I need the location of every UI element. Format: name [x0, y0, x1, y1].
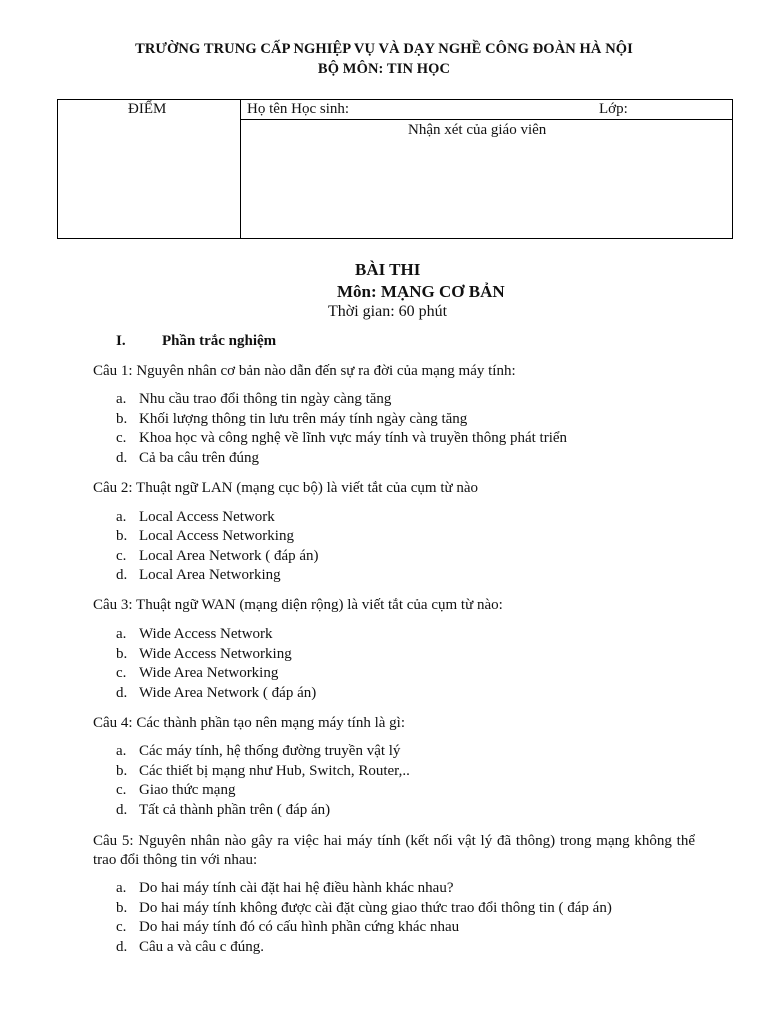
answer-3c — [116, 665, 278, 682]
answer-text: Wide Area Networking — [139, 665, 279, 681]
answer-text: Local Access Network — [139, 509, 275, 525]
answer-5b — [116, 900, 612, 917]
answer-1d — [116, 450, 259, 467]
answer-letter: b. — [116, 763, 128, 779]
answer-text: Local Area Network ( đáp án) — [139, 548, 319, 564]
answer-1c — [116, 430, 567, 447]
answer-4a — [116, 743, 400, 760]
teacher-comment-label: Nhận xét của giáo viên — [408, 122, 547, 138]
answer-letter: d. — [116, 685, 128, 701]
answer-text: Do hai máy tính không được cài đặt cùng giao thức trao đổi thông tin ( đáp án) — [139, 900, 612, 916]
answer-text: Các máy tính, hệ thống đường truyền vật lý — [139, 743, 401, 759]
answer-letter: d. — [116, 567, 128, 583]
answer-text: Tất cả thành phần trên ( đáp án) — [139, 802, 331, 818]
question-4: Câu 4: Các thành phần tạo nên mạng máy tính là gì: — [93, 715, 406, 731]
answer-text: Giao thức mạng — [139, 782, 236, 798]
student-name-label: Họ tên Học sinh: — [247, 101, 350, 117]
answer-text: Khoa học và công nghệ về lĩnh vực máy tính và truyền thông phát triển — [139, 430, 568, 446]
section-number: I. — [116, 333, 126, 349]
answer-4d — [116, 802, 330, 819]
answer-letter: a. — [116, 880, 127, 896]
answer-letter: a. — [116, 626, 127, 642]
answer-letter: a. — [116, 743, 127, 759]
grade-box-divider-vertical — [240, 100, 241, 238]
exam-duration: Thời gian: 60 phút — [328, 303, 448, 320]
exam-title: BÀI THI — [355, 260, 421, 279]
section-heading — [116, 333, 276, 350]
answer-text: Wide Access Networking — [139, 646, 292, 662]
answer-letter: b. — [116, 528, 128, 544]
answer-letter: a. — [116, 509, 127, 525]
answer-letter: d. — [116, 802, 128, 818]
answer-4b — [116, 763, 410, 780]
answer-1a — [116, 391, 391, 408]
answer-letter: b. — [116, 646, 128, 662]
answer-text: Cả ba câu trên đúng — [139, 450, 259, 466]
answer-5d — [116, 939, 264, 956]
school-name: TRƯỜNG TRUNG CẤP NGHIỆP VỤ VÀ DẠY NGHỀ CÔNG ĐOÀN HÀ NỘI — [135, 41, 633, 57]
answer-3b — [116, 646, 292, 663]
answer-letter: c. — [116, 430, 127, 446]
answer-text: Local Access Networking — [139, 528, 294, 544]
grade-box — [57, 99, 733, 239]
answer-letter: c. — [116, 548, 127, 564]
question-1: Câu 1: Nguyên nhân cơ bản nào dẫn đến sự ra đời của mạng máy tính: — [93, 363, 516, 379]
answer-letter: c. — [116, 665, 127, 681]
answer-text: Nhu cầu trao đổi thông tin ngày càng tăng — [139, 391, 392, 407]
answer-text: Wide Access Network — [139, 626, 273, 642]
answer-4c — [116, 782, 235, 799]
answer-5c — [116, 919, 459, 936]
answer-letter: d. — [116, 939, 128, 955]
answer-text: Do hai máy tính đó có cấu hình phần cứng khác nhau — [139, 919, 460, 935]
answer-2c — [116, 548, 319, 565]
answer-1b — [116, 411, 467, 428]
answer-2b — [116, 528, 294, 545]
answer-letter: c. — [116, 919, 127, 935]
score-label: ĐIỂM — [128, 101, 167, 117]
answer-letter: d. — [116, 450, 128, 466]
grade-box-divider-horizontal — [240, 119, 732, 120]
answer-text: Do hai máy tính cài đặt hai hệ điều hành khác nhau? — [139, 880, 454, 896]
answer-text: Các thiết bị mạng như Hub, Switch, Router,.. — [139, 763, 410, 779]
exam-subject: Môn: MẠNG CƠ BẢN — [337, 282, 505, 301]
answer-letter: c. — [116, 782, 127, 798]
section-title: Phần trắc nghiệm — [162, 333, 277, 349]
question-3: Câu 3: Thuật ngữ WAN (mạng diện rộng) là viết tắt của cụm từ nào: — [93, 597, 503, 613]
answer-3d — [116, 685, 316, 702]
answer-letter: b. — [116, 900, 128, 916]
answer-2d — [116, 567, 281, 584]
answer-3a — [116, 626, 273, 643]
question-5: Câu 5: Nguyên nhân nào gây ra việc hai máy tính (kết nối vật lý đã thông) trong mạng không thể trao đổi thông tin với nhau: — [93, 833, 695, 868]
answer-2a — [116, 509, 275, 526]
class-label: Lớp: — [599, 101, 628, 117]
answer-5a — [116, 880, 453, 897]
answer-text: Wide Area Network ( đáp án) — [139, 685, 317, 701]
department-name: BỘ MÔN: TIN HỌC — [317, 61, 451, 77]
answer-letter: b. — [116, 411, 128, 427]
answer-text: Local Area Networking — [139, 567, 281, 583]
answer-text: Câu a và câu c đúng. — [139, 939, 264, 955]
answer-letter: a. — [116, 391, 127, 407]
answer-text: Khối lượng thông tin lưu trên máy tính ngày càng tăng — [139, 411, 468, 427]
question-2: Câu 2: Thuật ngữ LAN (mạng cục bộ) là viết tắt của cụm từ nào — [93, 480, 479, 496]
